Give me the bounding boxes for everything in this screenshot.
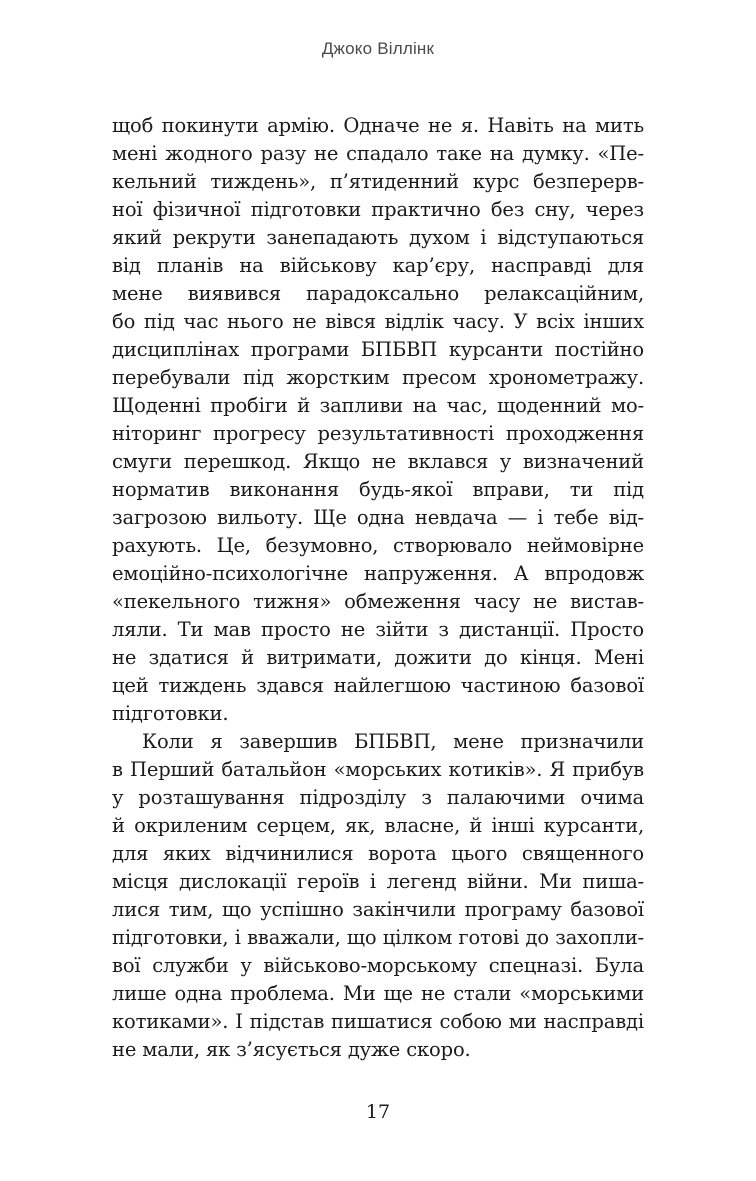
text-line: місця дислокації героїв і легенд війни. Ми пиша- [112, 870, 644, 893]
text-line: щоб покинути армію. Одначе не я. Навіть на мить [112, 114, 644, 137]
page-number: 17 [365, 1101, 391, 1123]
text-line: вої служби у військово-морському спецназі. Була [112, 954, 644, 977]
paragraph [112, 728, 644, 1064]
text-line: рахують. Це, безумовно, створювало неймовірне [112, 534, 644, 557]
text-line: в Перший батальйон «морських котиків». Я прибув [112, 758, 644, 781]
text-line: у розташування підрозділу з палаючими очима [112, 786, 644, 809]
text-line: для яких відчинилися ворота цього священного [112, 842, 644, 865]
text-line: підготовки. [112, 702, 229, 725]
text-line: ної фізичної підготовки практично без сну, через [112, 198, 644, 221]
text-line: цей тиждень здався найлегшою частиною базової [112, 674, 644, 697]
body-text [112, 112, 644, 1064]
text-line: кельний тиждень», п’ятиденний курс безперерв- [112, 170, 644, 193]
text-line: підготовки, і вважали, що цілком готові до захопли- [112, 926, 644, 949]
text-line: не здатися й витримати, дожити до кінця. Мені [112, 646, 644, 669]
text-line: перебували під жорстким пресом хронометражу. [112, 366, 644, 389]
text-line: від планів на військову кар’єру, насправді для [112, 254, 644, 277]
text-line: смуги перешкод. Якщо не вклався у визначений [112, 450, 644, 473]
text-line: загрозою вильоту. Ще одна невдача — і тебе від- [112, 506, 644, 529]
text-line: який рекрути занепадають духом і відступаються [112, 226, 644, 249]
paragraph [112, 112, 644, 728]
text-line: котиками». І підстав пишатися собою ми насправді [112, 1010, 644, 1033]
text-line: дисциплінах програми БПБВП курсанти постійно [112, 338, 644, 361]
running-header: Джоко Віллінк [321, 39, 435, 58]
text-line: Коли я завершив БПБВП, мене призначили [142, 730, 644, 753]
text-line: ляли. Ти мав просто не зійти з дистанції. Просто [112, 618, 644, 641]
text-line: ніторинг прогресу результативності проходження [112, 422, 644, 445]
text-line: лися тим, що успішно закінчили програму базової [112, 898, 644, 921]
text-line: Щоденні пробіги й запливи на час, щоденний мо- [112, 394, 644, 417]
text-line: «пекельного тижня» обмеження часу не вистав- [112, 590, 644, 613]
text-line: лише одна проблема. Ми ще не стали «морськими [112, 982, 644, 1005]
text-line: норматив виконання будь-якої вправи, ти під [112, 478, 644, 501]
text-line: й окриленим серцем, як, власне, й інші курсанти, [112, 814, 644, 837]
text-line: не мали, як з’ясується дуже скоро. [112, 1038, 471, 1061]
text-line: мені жодного разу не спадало таке на думку. «Пе- [112, 142, 644, 165]
text-line: емоційно-психологічне напруження. А впродовж [112, 562, 644, 585]
text-line: бо під час нього не вівся відлік часу. У всіх інших [112, 310, 644, 333]
text-line: мене виявився парадоксально релаксаційним, [112, 282, 644, 305]
